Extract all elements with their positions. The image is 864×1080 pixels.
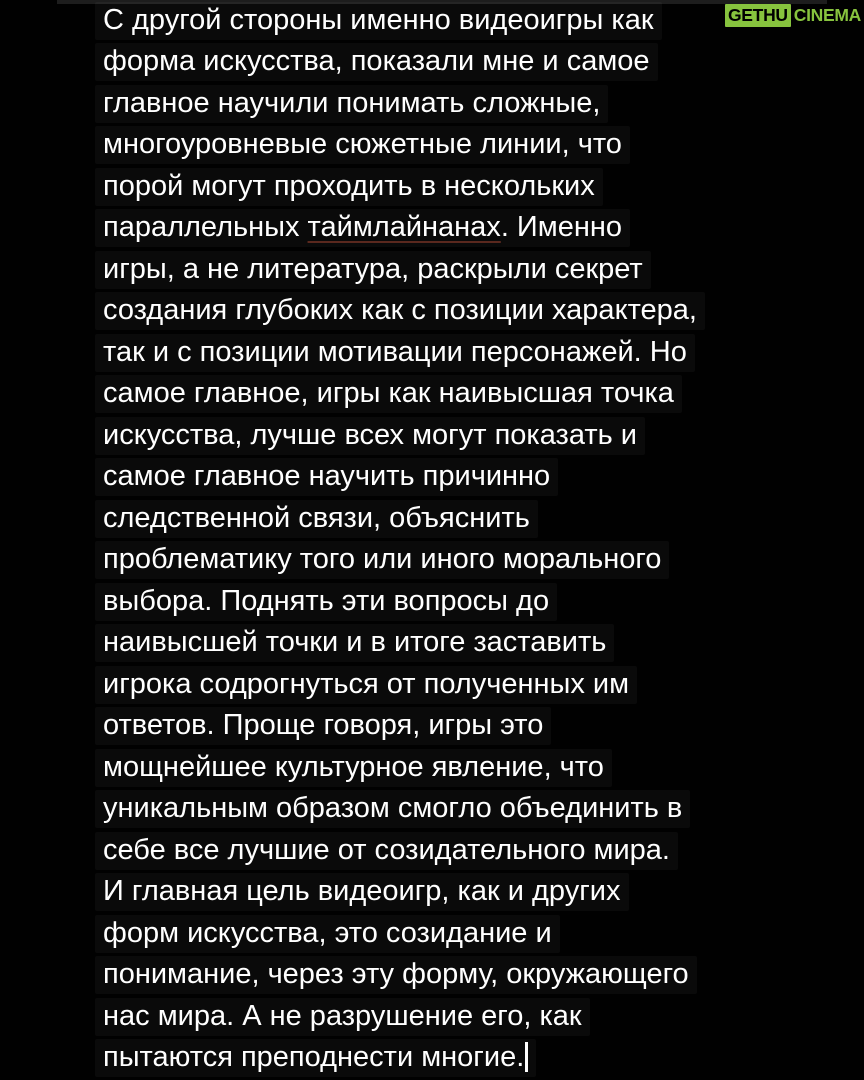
text-line[interactable] — [103, 706, 833, 748]
text-segment: ответов. Проще говоря, игры это — [103, 709, 544, 742]
gethucinema-logo — [725, 5, 861, 26]
text-line-content — [95, 85, 608, 123]
text-line[interactable] — [103, 208, 833, 250]
text-segment: наивысшей точки и в итоге заставить — [103, 626, 607, 659]
text-line-content — [95, 707, 551, 745]
text-line[interactable] — [103, 664, 833, 706]
text-line-content — [95, 873, 629, 911]
text-line[interactable] — [103, 789, 833, 831]
text-line[interactable] — [103, 457, 833, 499]
text-segment: нас мира. А не разрушение его, как — [103, 999, 582, 1032]
text-line-content — [95, 832, 678, 870]
text-line-content — [95, 1039, 536, 1077]
text-segment: выбора. Поднять эти вопросы до — [103, 584, 550, 617]
text-line[interactable] — [103, 291, 833, 333]
text-line-content — [95, 375, 682, 413]
text-line[interactable] — [103, 955, 833, 997]
text-segment: многоуровневые сюжетные линии, что — [103, 128, 622, 161]
text-line-content — [95, 998, 590, 1036]
text-line-content — [95, 43, 658, 81]
text-line-content — [95, 334, 695, 372]
text-line[interactable] — [103, 42, 833, 84]
text-segment: форм искусства, это созидание и — [103, 916, 552, 949]
text-line[interactable] — [103, 0, 833, 42]
text-segment: так и с позиции мотивации персонажей. Но — [103, 335, 687, 368]
text-segment: мощнейшее культурное явление, что — [103, 750, 604, 783]
text-line-content — [95, 666, 637, 704]
text-line[interactable] — [103, 540, 833, 582]
text-line-content — [95, 292, 705, 330]
text-line[interactable] — [103, 332, 833, 374]
text-line[interactable] — [103, 581, 833, 623]
text-line-content — [95, 915, 560, 953]
text-line-content — [95, 168, 603, 206]
text-line-content — [95, 749, 612, 787]
note-editor[interactable] — [103, 0, 833, 1079]
text-line[interactable] — [103, 872, 833, 914]
text-segment: . Именно — [500, 211, 622, 244]
text-line[interactable] — [103, 498, 833, 540]
text-line-content — [95, 790, 690, 828]
text-line[interactable] — [103, 996, 833, 1038]
text-segment: уникальным образом смогло объединить в — [103, 792, 683, 825]
text-line-content — [95, 417, 645, 455]
misspelled-word[interactable]: таймлайнанах — [307, 211, 501, 244]
text-line[interactable] — [103, 415, 833, 457]
text-line-content — [95, 956, 697, 994]
text-segment: параллельных — [103, 211, 308, 244]
text-line[interactable] — [103, 249, 833, 291]
text-cursor — [525, 1042, 528, 1072]
gethucinema-logo-gethu: GETHU — [725, 4, 791, 27]
text-line[interactable] — [103, 166, 833, 208]
text-line-content — [95, 583, 557, 621]
gethucinema-logo-cinema: CINEMA — [793, 5, 861, 25]
text-segment: И главная цель видеоигр, как и других — [103, 875, 621, 908]
text-segment: пытаются преподнести многие. — [103, 1041, 525, 1074]
text-line[interactable] — [103, 374, 833, 416]
text-segment: самое главное научить причинно — [103, 460, 551, 493]
text-line-content — [95, 541, 669, 579]
text-segment: порой могут проходить в нескольких — [103, 169, 595, 202]
text-segment: С другой стороны именно видеоигры как — [103, 3, 654, 36]
text-line-content — [95, 251, 651, 289]
text-segment: игры, а не литература, раскрыли секрет — [103, 252, 643, 285]
text-segment: форма искусства, показали мне и самое — [103, 45, 650, 78]
text-segment: себе все лучшие от созидательного мира. — [103, 833, 670, 866]
text-line-content — [95, 624, 614, 662]
text-line-content — [95, 2, 662, 40]
text-segment: самое главное, игры как наивысшая точка — [103, 377, 674, 410]
text-line[interactable] — [103, 125, 833, 167]
text-segment: понимание, через эту форму, окружающего — [103, 958, 689, 991]
text-line-content — [95, 458, 558, 496]
text-line[interactable] — [103, 913, 833, 955]
text-line[interactable] — [103, 83, 833, 125]
text-segment: искусства, лучше всех могут показать и — [103, 418, 637, 451]
text-line[interactable] — [103, 747, 833, 789]
text-segment: главное научили понимать сложные, — [103, 86, 601, 119]
text-segment: создания глубоких как с позиции характера, — [103, 294, 697, 327]
text-segment: проблематику того или иного морального — [103, 543, 662, 576]
text-segment: игрока содрогнуться от полученных им — [103, 667, 630, 700]
text-line-content — [95, 209, 630, 247]
text-line-content — [95, 500, 538, 538]
text-line[interactable] — [103, 1038, 833, 1080]
text-segment: следственной связи, объяснить — [103, 501, 530, 534]
text-line-content — [95, 126, 630, 164]
text-line[interactable] — [103, 623, 833, 665]
text-line[interactable] — [103, 830, 833, 872]
